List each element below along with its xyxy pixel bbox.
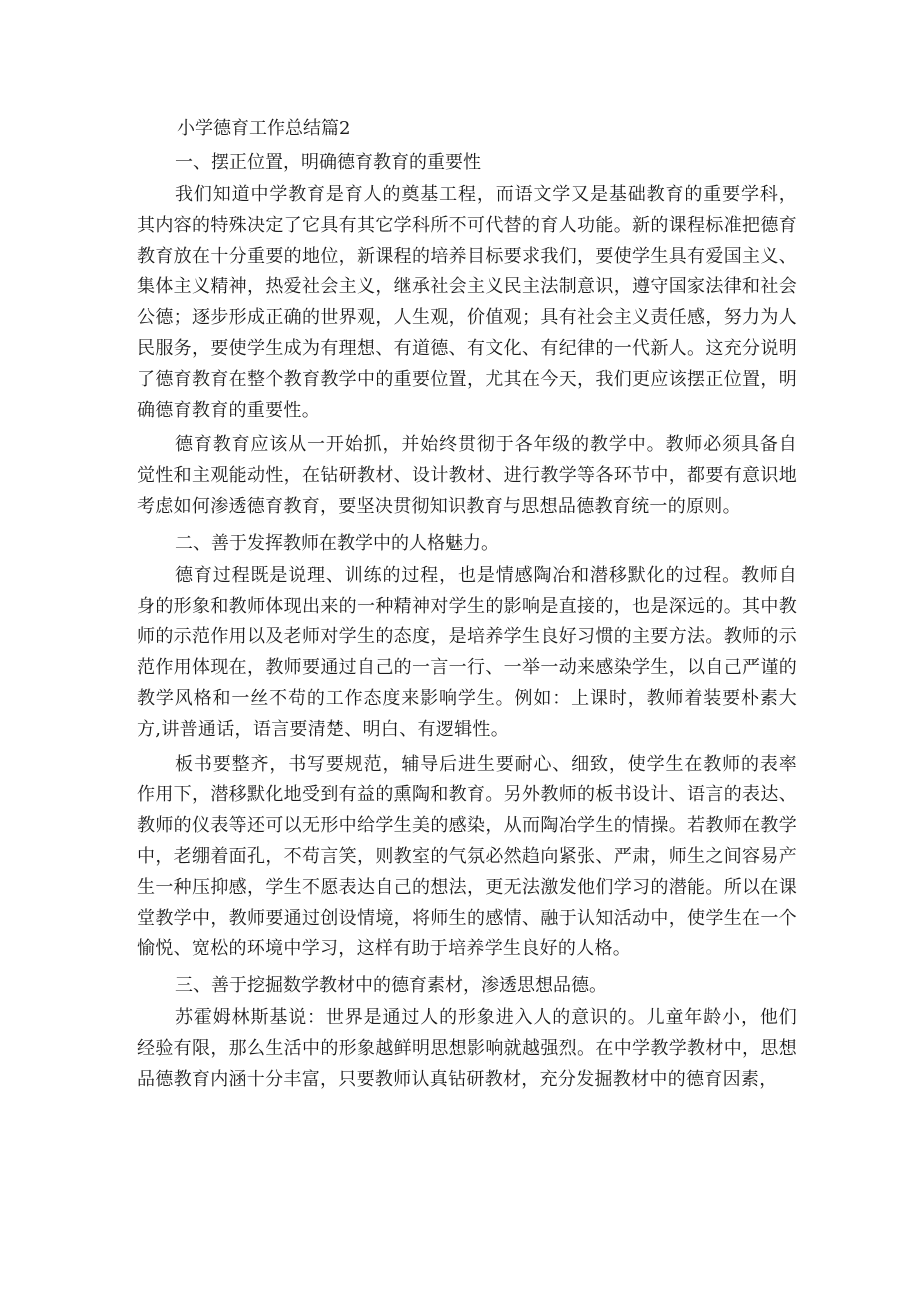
section-1-paragraph-1: 我们知道中学教育是育人的奠基工程，而语文学又是基础教育的重要学科，其内容的特殊决定了它具有其它学科所不可代替的育人功能。新的课程标准把德育教育放在十分重要的地位，新课程的培养目标要求我们，要使学生具有爱国主义、集体主义精神，热爱社会主义，继承社会主义民主法制意识，遵守国家法律和社会公德；逐步形成正确的世界观，人生观，价值观；具有社会主义责任感，努力为人民服务，要使学生成为有理想、有道德、有文化、有纪律的一代新人。这充分说明了德育教育在整个教育教学中的重要位置，尤其在今天，我们更应该摆正位置，明确德育教育的重要性。 xyxy=(137,184,797,421)
section-2-paragraph-2: 板书要整齐，书写要规范，辅导后进生要耐心、细致，使学生在教师的表率作用下，潜移默化地受到有益的熏陶和教育。另外教师的板书设计、语言的表达、教师的仪表等还可以无形中给学生美的感染，从而陶冶学生的情操。若教师在教学中，老绷着面孔，不苟言笑，则教室的气氛必然趋向紧张、严肃，师生之间容易产生一种压抑感，学生不愿表达自己的想法，更无法激发他们学习的潜能。所以在课堂教学中，教师要通过创设情境，将师生的感情、融于认知活动中，使学生在一个愉悦、宽松的环境中学习，这样有助于培养学生良好的人格。 xyxy=(137,753,797,960)
document-page xyxy=(137,112,797,1100)
section-2-paragraph-1: 德育过程既是说理、训练的过程，也是情感陶冶和潜移默化的过程。教师自身的形象和教师体现出来的一种精神对学生的影响是直接的，也是深远的。其中教师的示范作用以及老师对学生的态度，是培养学生良好习惯的主要方法。教师的示范作用体现在，教师要通过自己的一言一行、一举一动来感染学生，以自己严谨的教学风格和一丝不苟的工作态度来影响学生。例如：上课时，教师着装要朴素大方,讲普通话，语言要清楚、明白、有逻辑性。 xyxy=(137,564,797,740)
section-heading-1: 一、摆正位置，明确德育教育的重要性 xyxy=(175,152,481,173)
document-title: 小学德育工作总结篇2 xyxy=(177,118,351,139)
section-heading-3: 三、善于挖掘数学教材中的德育素材，渗透思想品德。 xyxy=(175,975,607,997)
section-1-paragraph-2: 德育教育应该从一开始抓，并始终贯彻于各年级的教学中。教师必须具备自觉性和主观能动性，在钻研教材、设计教材、进行教学等各环节中，都要有意识地考虑如何渗透德育教育，要坚决贯彻知识教育与思想品德教育统一的原则。 xyxy=(137,434,797,517)
section-heading-2: 二、善于发挥教师在教学中的人格魅力。 xyxy=(175,532,499,554)
section-3-paragraph-1: 苏霍姆林斯基说：世界是通过人的形象进入人的意识的。儿童年龄小，他们经验有限，那么生活中的形象越鲜明思想影响就越强烈。在中学教学教材中，思想品德教育内涵十分丰富，只要教师认真钻研教材，充分发掘教材中的德育因素， xyxy=(137,1007,797,1090)
